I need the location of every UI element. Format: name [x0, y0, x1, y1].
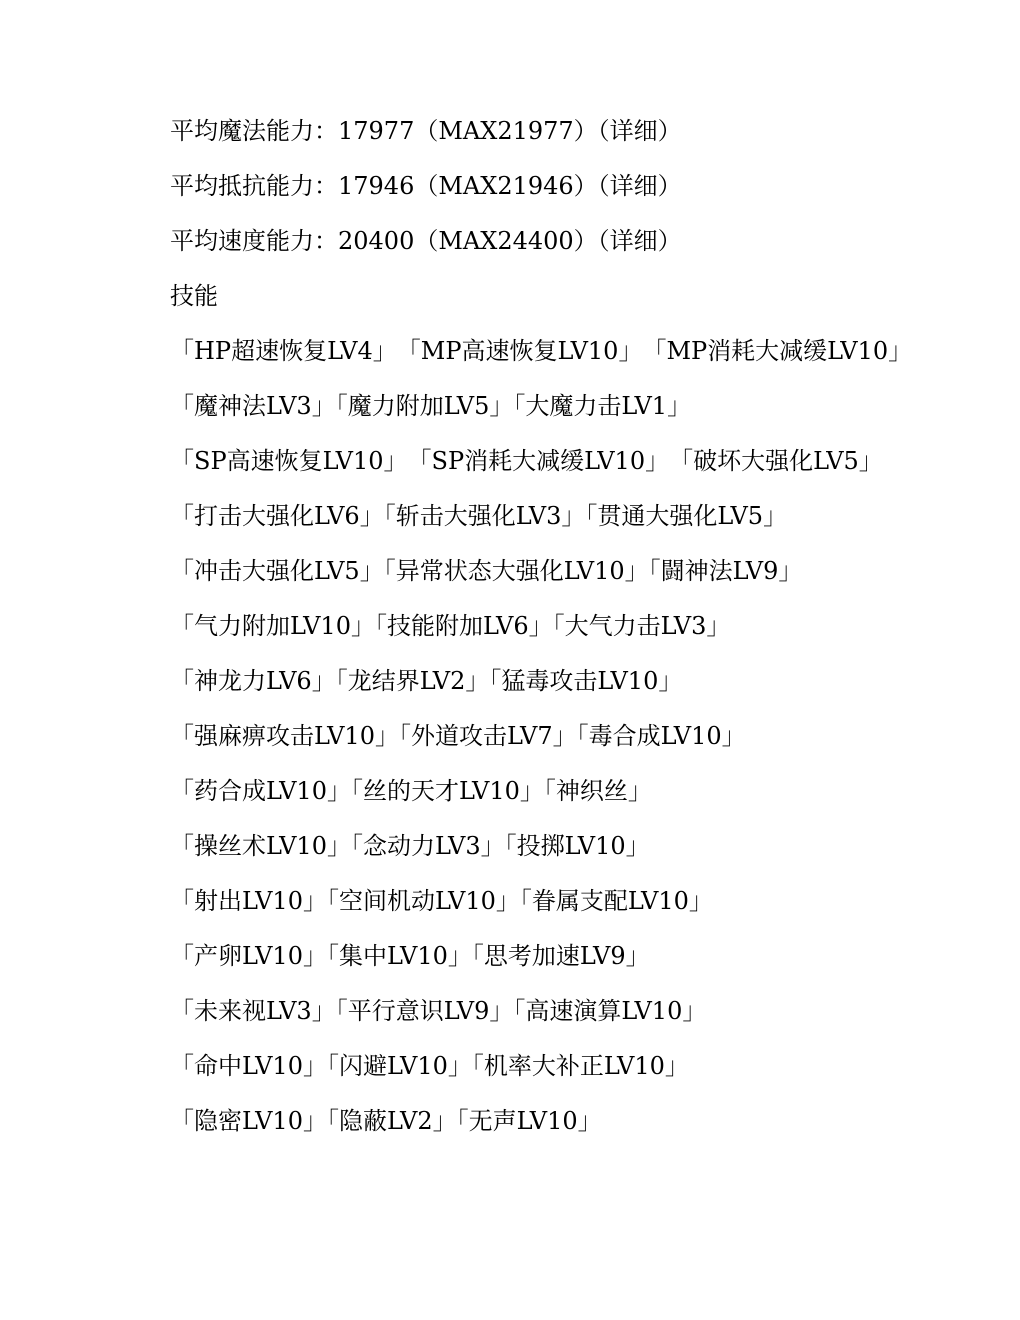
skills-line: 「冲击大强化LV5」「异常状态大强化LV10」「闘神法LV9」: [170, 557, 803, 585]
skills-line: 「强麻痹攻击LV10」「外道攻击LV7」「毒合成LV10」: [170, 722, 746, 750]
skills-line: 「未来视LV3」「平行意识LV9」「高速演算LV10」: [170, 997, 707, 1025]
skills-line: 「气力附加LV10」「技能附加LV6」「大气力击LV3」: [170, 612, 731, 640]
document-body: [120, 117, 913, 1162]
skills-line: 「SP高速恢复LV10」 「SP消耗大减缓LV10」 「破坏大强化LV5」: [170, 447, 883, 475]
stat-magic-line: 平均魔法能力：17977（MAX21977）（详细）: [170, 117, 682, 145]
skills-line: 「射出LV10」「空间机动LV10」「眷属支配LV10」: [170, 887, 713, 915]
skills-line: 「HP超速恢复LV4」 「MP高速恢复LV10」 「MP消耗大减缓LV10」: [170, 337, 913, 365]
skills-heading: 技能: [170, 282, 218, 310]
stat-resistance-line: 平均抵抗能力：17946（MAX21946）（详细）: [170, 172, 682, 200]
skills-line: 「药合成LV10」「丝的天才LV10」「神织丝」: [170, 777, 652, 805]
skills-line: 「命中LV10」「闪避LV10」「机率大补正LV10」: [170, 1052, 689, 1080]
skills-line: 「魔神法LV3」「魔力附加LV5」「大魔力击LV1」: [170, 392, 692, 420]
skills-line: 「产卵LV10」「集中LV10」「思考加速LV9」: [170, 942, 650, 970]
skills-line: 「操丝术LV10」「念动力LV3」「投掷LV10」: [170, 832, 650, 860]
skills-line: 「打击大强化LV6」「斩击大强化LV3」「贯通大强化LV5」: [170, 502, 788, 530]
skills-line: 「隐密LV10」「隐蔽LV2」「无声LV10」: [170, 1107, 602, 1135]
stat-speed-line: 平均速度能力：20400（MAX24400）（详细）: [170, 227, 682, 255]
skills-line: 「神龙力LV6」「龙结界LV2」「猛毒攻击LV10」: [170, 667, 683, 695]
